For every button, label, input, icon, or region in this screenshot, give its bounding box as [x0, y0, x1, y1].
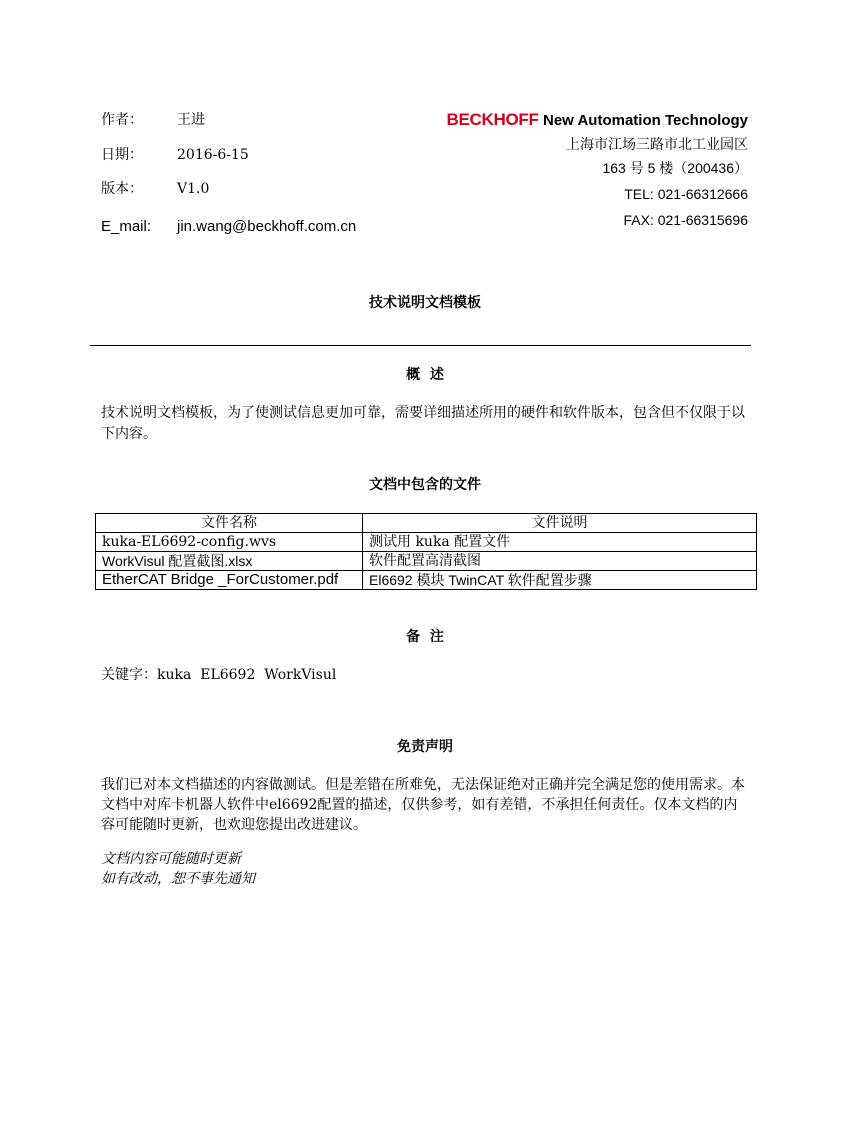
version-label: 版本： — [101, 181, 143, 197]
file-description: El6692 模块 TwinCAT 软件配置步骤 — [363, 571, 757, 590]
company-tel: TEL: 021-66312666 — [624, 186, 748, 202]
file-name: EtherCAT Bridge _ForCustomer.pdf — [96, 571, 363, 590]
document-title: 技术说明文档模板 — [369, 295, 481, 311]
update-note: 文档内容可能随时更新 — [101, 851, 241, 867]
version-value: V1.0 — [177, 181, 210, 197]
disclaimer-heading: 免责声明 — [397, 739, 453, 755]
keywords: 关键字：kuka EL6692 WorkVisul — [101, 667, 337, 683]
table-row — [96, 533, 757, 552]
column-header-filename: 文件名称 — [96, 514, 363, 533]
date-label: 日期： — [101, 147, 143, 163]
column-header-description: 文件说明 — [363, 514, 757, 533]
file-name: WorkVisul 配置截图.xlsx — [96, 552, 363, 571]
overview-text: 技术说明文档模板，为了使测试信息更加可靠，需要详细描述所用的硬件和软件版本，包含但不仅限于以下内容。 — [101, 405, 745, 442]
notes-heading: 备 注 — [406, 629, 444, 645]
files-table — [95, 513, 757, 590]
company-address-line1: 上海市江场三路市北工业园区 — [566, 137, 748, 153]
file-name: kuka-EL6692-config.wvs — [96, 533, 363, 552]
author-value: 王进 — [177, 112, 205, 128]
table-row — [96, 552, 757, 571]
table-header-row — [96, 514, 757, 533]
table-row — [96, 571, 757, 590]
files-heading: 文档中包含的文件 — [369, 477, 481, 493]
company-address-line2: 163 号 5 楼（200436） — [602, 160, 748, 176]
file-description: 软件配置高清截图 — [363, 552, 757, 571]
file-description: 测试用 kuka 配置文件 — [363, 533, 757, 552]
company-fax: FAX: 021-66315696 — [623, 212, 748, 228]
overview-heading: 概 述 — [406, 367, 444, 383]
email-label: E_mail: — [101, 218, 152, 235]
author-label: 作者： — [101, 112, 143, 128]
change-note: 如有改动，恕不事先通知 — [101, 871, 255, 887]
disclaimer-text: 我们已对本文档描述的内容做测试。但是差错在所难免，无法保证绝对正确并完全满足您的使用需求。本文档中对库卡机器人软件中el6692配置的描述，仅供参考，如有差错，不承担任何责任。仅本文档的内容可能随时更新，也欢迎您提出改进建议。 — [101, 777, 745, 833]
date-value: 2016-6-15 — [177, 147, 249, 163]
company-tagline: New Automation Technology — [543, 112, 748, 129]
beckhoff-logo: BECKHOFF — [446, 110, 539, 129]
divider — [90, 345, 751, 346]
company-header — [447, 111, 749, 128]
email-value: jin.wang@beckhoff.com.cn — [177, 218, 357, 235]
